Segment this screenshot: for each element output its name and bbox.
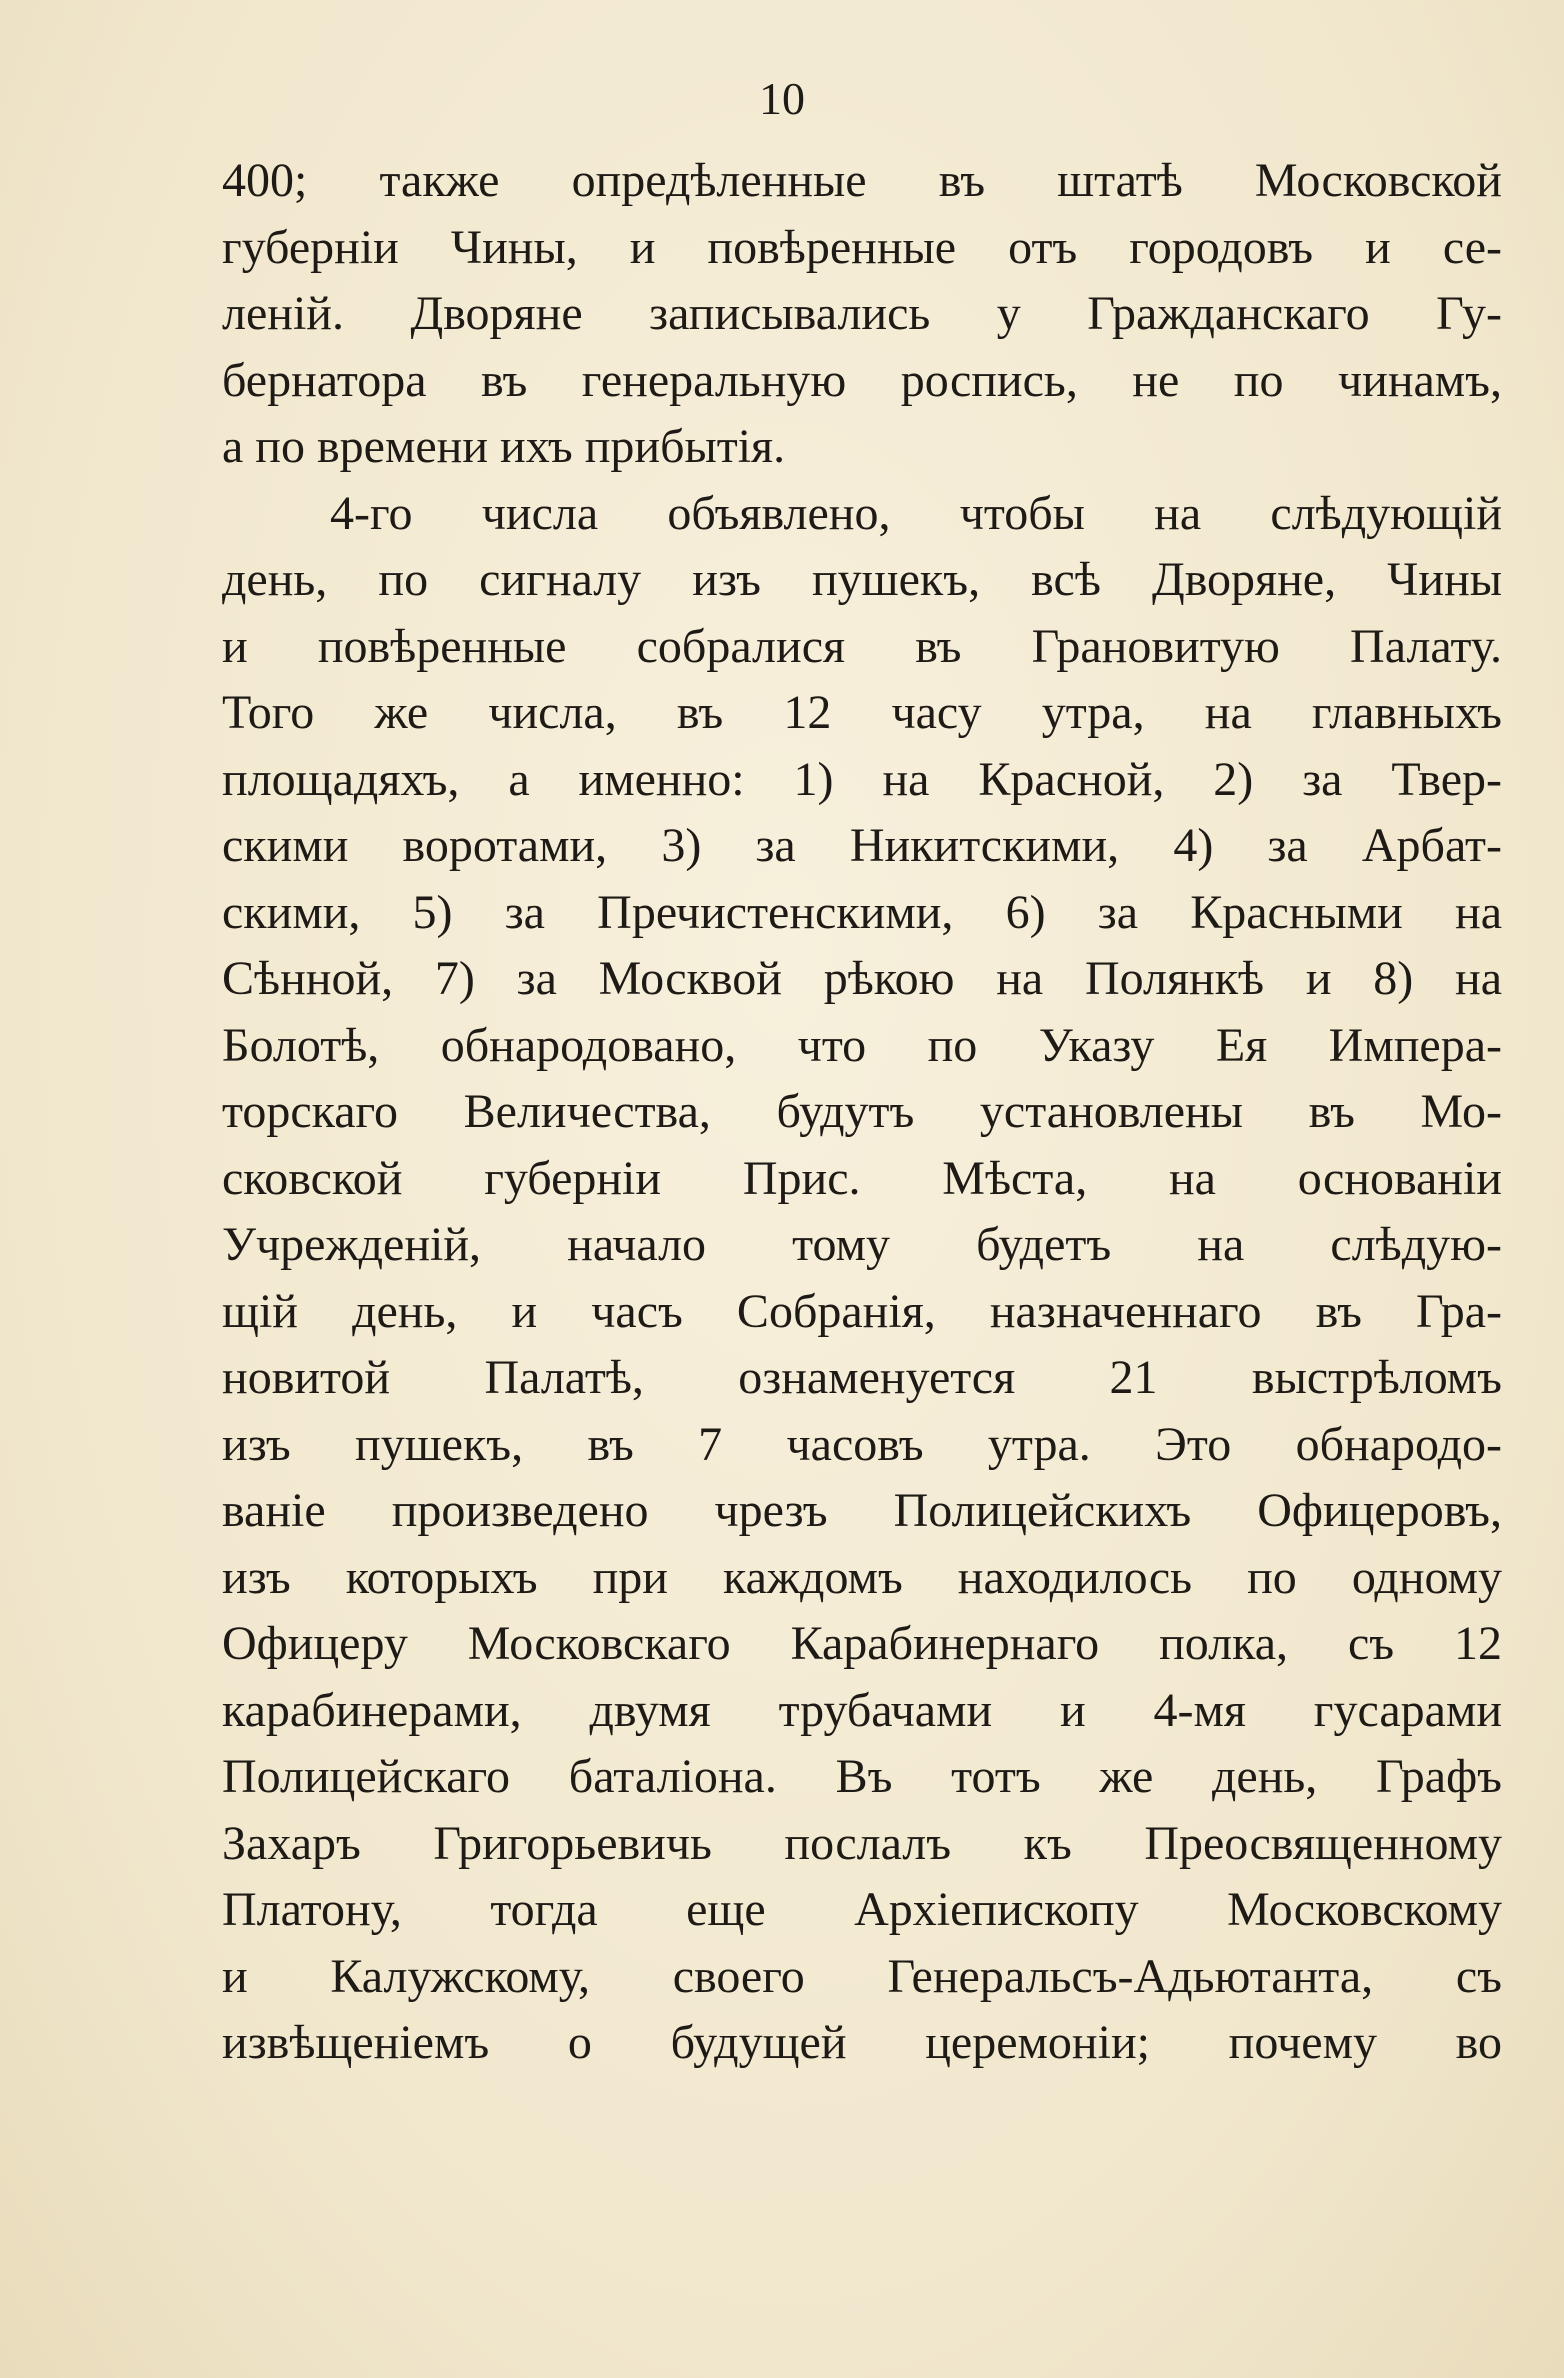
text-line: Платону, тогда еще Архіепископу Московскому: [222, 1883, 1502, 1936]
paragraph-1: [222, 148, 1502, 481]
text-line: Полицейскаго баталіона. Въ тотъ же день, Графъ: [222, 1750, 1502, 1803]
text-line: бернатора въ генеральную роспись, не по чинамъ,: [222, 353, 1502, 407]
page-number: 10: [759, 73, 805, 124]
text-line: 4-го числа объявлено, чтобы на слѣдующій: [330, 486, 1502, 540]
text-line: Болотѣ, обнародовано, что по Указу Ея Импера-: [222, 1018, 1502, 1072]
text-line: 400; также опредѣленные въ штатѣ Московской: [222, 154, 1502, 207]
text-line: Учрежденій, начало тому будетъ на слѣдую-: [222, 1218, 1502, 1271]
text-line: ваніе произведено чрезъ Полицейскихъ Офицеровъ,: [222, 1484, 1502, 1537]
body-text: [222, 148, 1502, 2077]
text-line: леній. Дворяне записывались у Гражданскаго Гу-: [222, 287, 1502, 340]
text-line: карабинерами, двумя трубачами и 4-мя гусарами: [222, 1683, 1502, 1737]
text-line: и Калужскому, своего Генеральсъ-Адьютанта, съ: [222, 1949, 1502, 2003]
text-line: новитой Палатѣ, ознаменуется 21 выстрѣломъ: [222, 1351, 1502, 1404]
text-line: Того же числа, въ 12 часу утра, на главныхъ: [222, 686, 1502, 739]
text-line: а по времени ихъ прибытія.: [222, 420, 786, 473]
text-line: Сѣнной, 7) за Москвой рѣкою на Полянкѣ и 8) на: [222, 952, 1502, 1005]
text-line: и повѣренные собралися въ Грановитую Палату.: [222, 619, 1502, 673]
text-line: извѣщеніемъ о будущей церемоніи; почему во: [222, 2016, 1502, 2069]
text-line: скими воротами, 3) за Никитскими, 4) за Арбат-: [222, 819, 1502, 872]
text-line: день, по сигналу изъ пушекъ, всѣ Дворяне, Чины: [222, 553, 1502, 606]
text-line: изъ которыхъ при каждомъ находилось по одному: [222, 1550, 1502, 1604]
text-line: щій день, и часъ Собранія, назначеннаго въ Гра-: [222, 1284, 1502, 1338]
text-line: изъ пушекъ, въ 7 часовъ утра. Это обнародо-: [222, 1417, 1502, 1471]
text-line: сковской губерніи Прис. Мѣста, на основаніи: [222, 1151, 1502, 1205]
text-line: Офицеру Московскаго Карабинернаго полка, съ 12: [222, 1617, 1502, 1670]
text-line: площадяхъ, а именно: 1) на Красной, 2) за Твер-: [222, 752, 1502, 806]
text-line: Захаръ Григорьевичь послалъ къ Преосвященному: [222, 1816, 1502, 1870]
text-line: губерніи Чины, и повѣренные отъ городовъ и се-: [222, 220, 1502, 274]
text-line: скими, 5) за Пречистенскими, 6) за Красными на: [222, 885, 1502, 939]
paragraph-2: [222, 481, 1502, 2077]
text-line: торскаго Величества, будутъ установлены въ Мо-: [222, 1085, 1502, 1138]
